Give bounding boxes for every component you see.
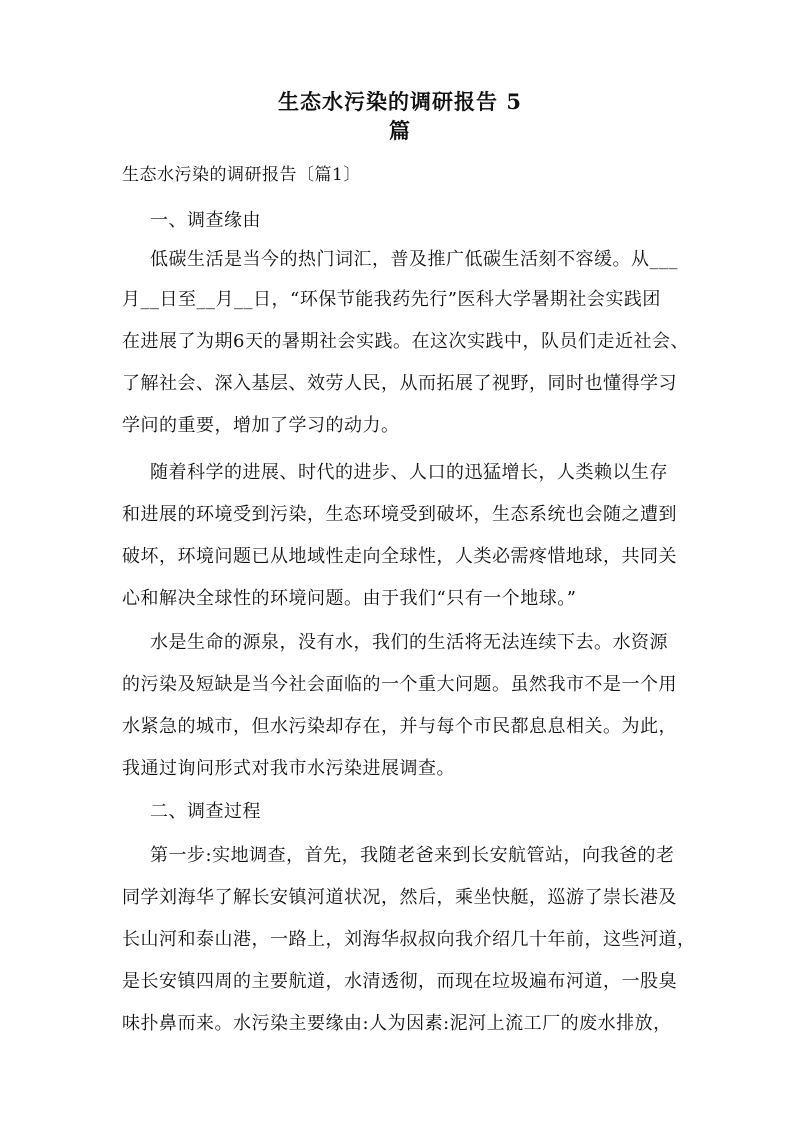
paragraph-line: 水是生命的源泉，没有水，我们的生活将无法连续下去。水资源 bbox=[150, 632, 668, 653]
paragraph-line: 和进展的环境受到污染，生态环境受到破坏，生态系统也会随之遭到 bbox=[122, 504, 677, 525]
paragraph-line: 随着科学的进展、时代的进步、人口的迅猛增长，人类赖以生存 bbox=[150, 462, 668, 483]
section-heading-1: 一、调查缘由 bbox=[150, 210, 261, 231]
paragraph-line: 学问的重要，增加了学习的动力。 bbox=[122, 415, 400, 436]
report-subtitle: 生态水污染的调研报告〔篇1〕 bbox=[122, 165, 361, 185]
paragraph-line: 第一步:实地调查，首先，我随老爸来到长安航管站，向我爸的老 bbox=[150, 845, 675, 866]
paragraph-line: 我通过询问形式对我市水污染进展调查。 bbox=[122, 758, 455, 779]
section-heading-2: 二、调查过程 bbox=[150, 801, 261, 822]
paragraph-line: 水紧急的城市，但水污染却存在，并与每个市民都息息相关。为此， bbox=[122, 716, 677, 737]
paragraph-line: 味扑鼻而来。水污染主要缘由:人为因素:泥河上流工厂的废水排放， bbox=[122, 1013, 672, 1034]
paragraph-line: 是长安镇四周的主要航道，水清透彻，而现在垃圾遍布河道，一股臭 bbox=[122, 971, 677, 992]
document-title-line2: 篇 bbox=[389, 118, 411, 143]
paragraph-line: 心和解决全球性的环境问题。由于我们“只有一个地球。” bbox=[122, 588, 577, 609]
paragraph-line: 在进展了为期6天的暑期社会实践。在这次实践中，队员们走近社会、 bbox=[122, 331, 689, 352]
paragraph-line: 了解社会、深入基层、效劳人民，从而拓展了视野，同时也懂得学习 bbox=[122, 373, 677, 394]
paragraph-line: 同学刘海华了解长安镇河道状况，然后，乘坐快艇，巡游了崇长港及 bbox=[122, 887, 677, 908]
paragraph-line: 破坏，环境问题已从地域性走向全球性，人类必需疼惜地球，共同关 bbox=[122, 546, 677, 567]
paragraph-line: 长山河和泰山港，一路上，刘海华叔叔向我介绍几十年前，这些河道， bbox=[122, 929, 696, 950]
paragraph-line: 低碳生活是当今的热门词汇，普及推广低碳生活刻不容缓。从___ bbox=[150, 249, 678, 270]
paragraph-line: 的污染及短缺是当今社会面临的一个重大问题。虽然我市不是一个用 bbox=[122, 674, 677, 695]
document-title-line1: 生态水污染的调研报告 5 bbox=[278, 89, 522, 114]
paragraph-line: 月__日至__月__日，“环保节能我药先行”医科大学暑期社会实践团 bbox=[122, 289, 661, 310]
